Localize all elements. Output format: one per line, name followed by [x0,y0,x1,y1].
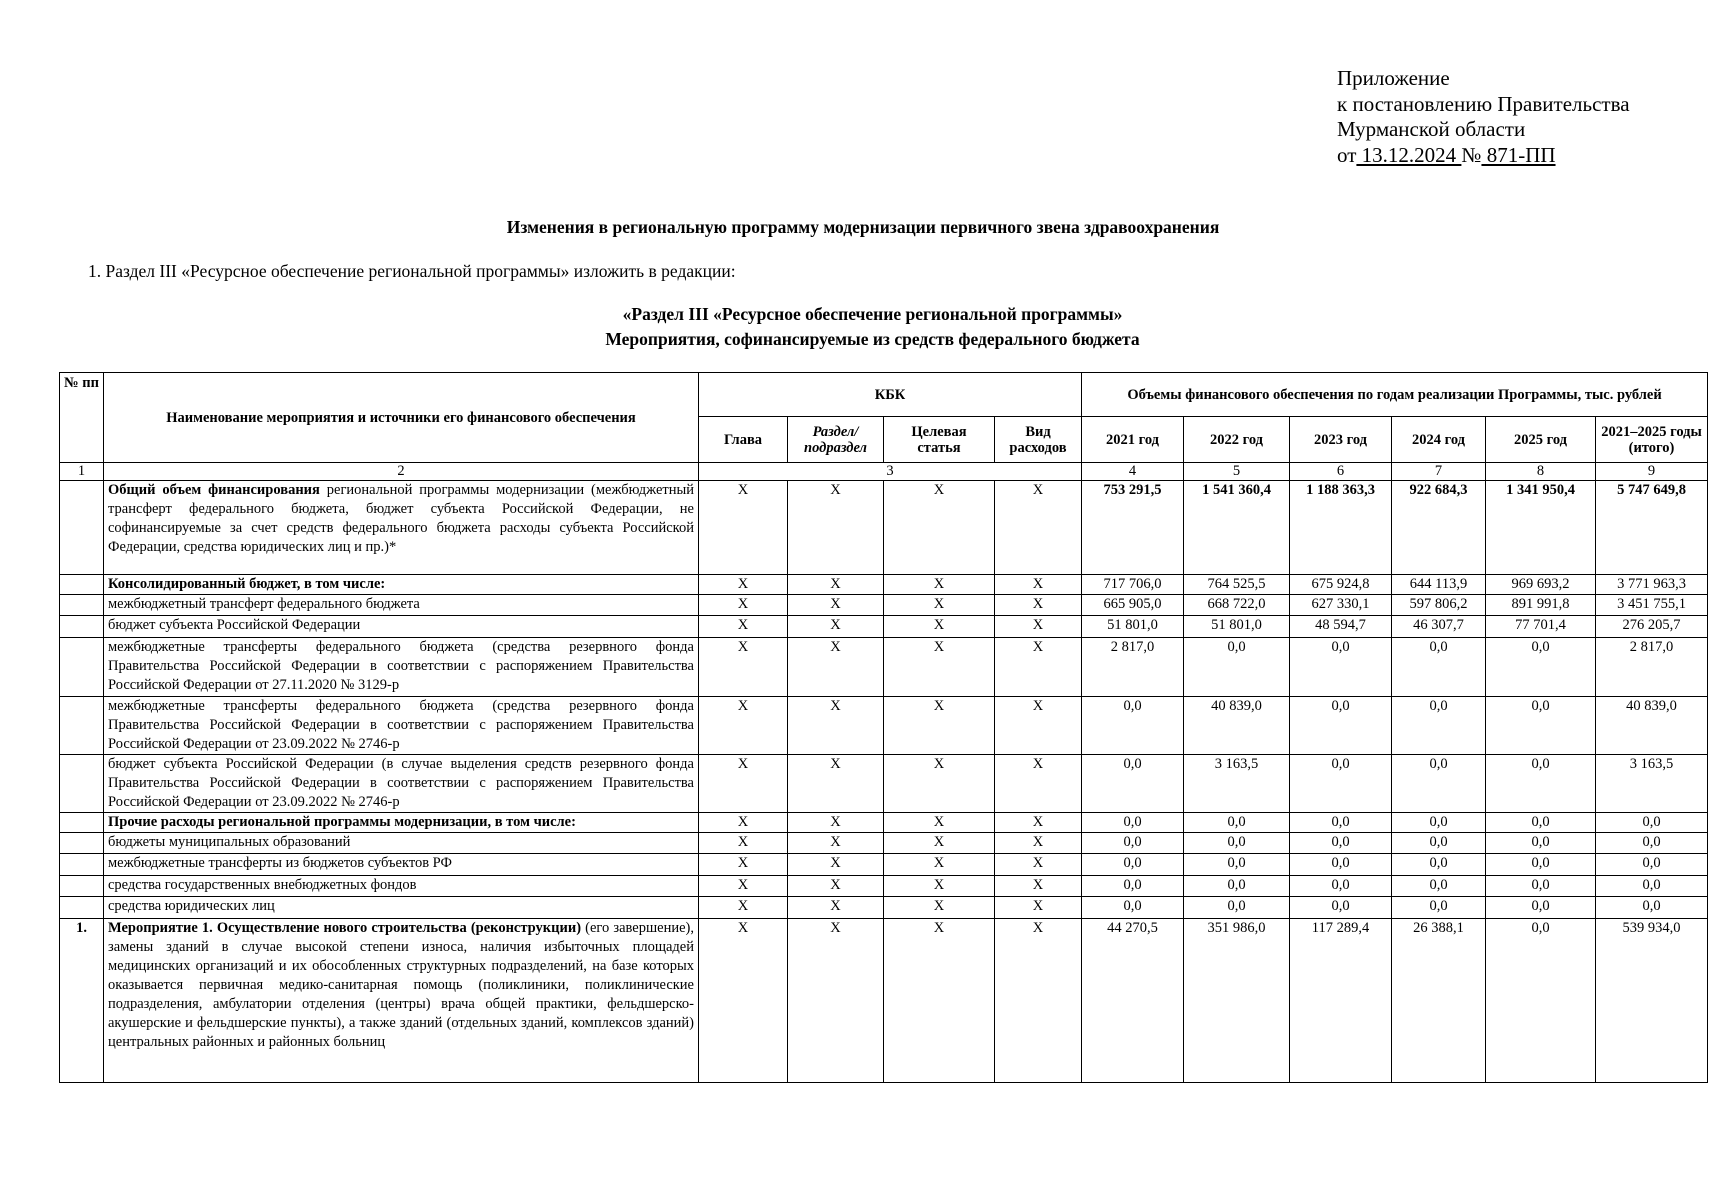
value-total-cell: 3 771 963,3 [1596,575,1708,595]
kbk-celevaya-cell: X [884,595,995,616]
kbk-celevaya-cell: X [884,833,995,854]
value-2024-cell: 644 113,9 [1392,575,1486,595]
section-title-line-2: Мероприятия, софинансируемые из средств федерального бюджета [605,329,1140,349]
value-2023-cell: 627 330,1 [1290,595,1392,616]
table-row [60,919,1708,1083]
kbk-razdel-cell: X [788,575,884,595]
colnum-2: 2 [104,463,699,481]
header-celevaya: Целевая статья [884,417,995,463]
value-total-cell: 40 839,0 [1596,697,1708,755]
value-total-cell: 5 747 649,8 [1596,481,1708,575]
table-row [60,854,1708,876]
header-num: № пп [60,373,104,463]
row-num [60,575,104,595]
kbk-razdel-cell: X [788,897,884,919]
kbk-vid-cell: X [995,616,1082,638]
value-2022-cell: 351 986,0 [1184,919,1290,1083]
kbk-glava-cell: X [699,854,788,876]
value-2025-cell: 1 341 950,4 [1486,481,1596,575]
section-title-line-1: «Раздел III «Ресурсное обеспечение региональной программы» [622,304,1123,324]
kbk-celevaya-cell: X [884,813,995,833]
row-num [60,697,104,755]
kbk-celevaya-cell: X [884,897,995,919]
kbk-vid-cell: X [995,575,1082,595]
value-2022-cell: 0,0 [1184,876,1290,897]
row-name-text: региональной программы модернизации (межбюджетный трансферт федерального бюджета, бюджет субъекта Российской Федерации, не софинансируемые за счет средств федерального бюджета расходы субъекта Российской Федерации, средства юридических лиц и пр.)* [108,482,694,555]
value-2025-cell: 0,0 [1486,755,1596,813]
value-2021-cell: 0,0 [1082,854,1184,876]
row-name-bold: Консолидированный бюджет, в том числе: [108,576,386,592]
row-name-bold: Прочие расходы региональной программы модернизации, в том числе: [108,814,576,830]
value-2024-cell: 0,0 [1392,755,1486,813]
kbk-glava-cell: X [699,638,788,697]
row-name [104,755,699,813]
value-2021-cell: 753 291,5 [1082,481,1184,575]
value-2022-cell: 40 839,0 [1184,697,1290,755]
kbk-celevaya-cell: X [884,616,995,638]
row-num [60,755,104,813]
kbk-glava-cell: X [699,575,788,595]
kbk-glava-cell: X [699,897,788,919]
colnum-1: 1 [60,463,104,481]
row-name-text: межбюджетные трансферты федерального бюджета (средства резервного фонда Правительства Российской Федерации в соответствии с распоряжением Правительства Российской Федерации от 27.11.2020 № 3129-р [108,639,694,693]
value-2023-cell: 0,0 [1290,854,1392,876]
header-name: Наименование мероприятия и источники его финансового обеспечения [104,373,699,463]
value-2023-cell: 48 594,7 [1290,616,1392,638]
kbk-glava-cell: X [699,697,788,755]
kbk-glava-cell: X [699,833,788,854]
row-name [104,481,699,575]
number-sign: № [1461,142,1482,167]
value-2024-cell: 0,0 [1392,854,1486,876]
value-2023-cell: 1 188 363,3 [1290,481,1392,575]
section-title [0,302,1726,352]
header-2025: 2025 год [1486,417,1596,463]
kbk-celevaya-cell: X [884,876,995,897]
table-row [60,813,1708,833]
kbk-celevaya-cell: X [884,575,995,595]
value-2021-cell: 717 706,0 [1082,575,1184,595]
value-2022-cell: 0,0 [1184,854,1290,876]
row-num [60,897,104,919]
funding-table [59,372,1708,1083]
value-2023-cell: 117 289,4 [1290,919,1392,1083]
header-2022: 2022 год [1184,417,1290,463]
value-2023-cell: 0,0 [1290,755,1392,813]
colnum-6: 6 [1290,463,1392,481]
value-2024-cell: 922 684,3 [1392,481,1486,575]
kbk-vid-cell: X [995,876,1082,897]
header-razdel: Раздел/ подраздел [788,417,884,463]
column-numbers-row [60,463,1708,481]
table-row [60,897,1708,919]
kbk-glava-cell: X [699,481,788,575]
value-2022-cell: 51 801,0 [1184,616,1290,638]
header-total: 2021–2025 годы (итого) [1596,417,1708,463]
row-name-text: межбюджетные трансферты федерального бюджета (средства резервного фонда Правительства Российской Федерации в соответствии с распоряжением Правительства Российской Федерации от 23.09.2022 № 2746-р [108,698,694,752]
appendix-line-3: Мурманской области [1337,117,1526,141]
kbk-razdel-cell: X [788,755,884,813]
value-2021-cell: 2 817,0 [1082,638,1184,697]
row-num [60,616,104,638]
appendix-line-2: к постановлению Правительства [1337,91,1630,116]
value-total-cell: 3 163,5 [1596,755,1708,813]
value-2021-cell: 0,0 [1082,755,1184,813]
value-2024-cell: 0,0 [1392,813,1486,833]
value-2025-cell: 0,0 [1486,854,1596,876]
row-name-text: (его завершение), замены зданий в случае высокой степени износа, наличия избыточных площадей медицинских организаций и их обособленных структурных подразделений, на базе которых оказывается первичная медико-санитарная помощь (поликлиники, поликлинические подразделения, амбулатории отделения (центры) врача общей практики, фельдшерско-акушерские и фельдшерские пункты), а также зданий (отдельных зданий, комплексов зданий) центральных районных и районных больниц [108,920,694,1050]
header-volumes: Объемы финансового обеспечения по годам реализации Программы, тыс. рублей [1082,373,1708,417]
value-2025-cell: 0,0 [1486,897,1596,919]
kbk-celevaya-cell: X [884,854,995,876]
kbk-glava-cell: X [699,876,788,897]
kbk-celevaya-cell: X [884,755,995,813]
kbk-glava-cell: X [699,813,788,833]
value-2025-cell: 0,0 [1486,813,1596,833]
value-2021-cell: 0,0 [1082,897,1184,919]
value-2023-cell: 0,0 [1290,697,1392,755]
value-2025-cell: 891 991,8 [1486,595,1596,616]
header-2024: 2024 год [1392,417,1486,463]
appendix-date-line [1337,143,1630,169]
row-num [60,638,104,697]
row-name-bold: Мероприятие 1. Осуществление нового строительства (реконструкции) [108,920,582,936]
value-2021-cell: 44 270,5 [1082,919,1184,1083]
table-row [60,755,1708,813]
value-2024-cell: 46 307,7 [1392,616,1486,638]
row-num [60,595,104,616]
resolution-date: 13.12.2024 [1356,142,1462,167]
value-total-cell: 539 934,0 [1596,919,1708,1083]
table-row [60,575,1708,595]
kbk-vid-cell: X [995,755,1082,813]
value-total-cell: 276 205,7 [1596,616,1708,638]
header-2023: 2023 год [1290,417,1392,463]
value-total-cell: 0,0 [1596,854,1708,876]
row-name [104,876,699,897]
row-name [104,616,699,638]
value-total-cell: 0,0 [1596,876,1708,897]
kbk-razdel-cell: X [788,616,884,638]
row-name [104,638,699,697]
header-vid: Вид расходов [995,417,1082,463]
intro-paragraph: 1. Раздел III «Ресурсное обеспечение региональной программы» изложить в редакции: [88,261,736,281]
row-name-text: бюджеты муниципальных образований [108,834,351,850]
row-name-text: бюджет субъекта Российской Федерации [108,617,361,633]
row-num [60,833,104,854]
kbk-vid-cell: X [995,697,1082,755]
value-2024-cell: 0,0 [1392,697,1486,755]
value-2023-cell: 0,0 [1290,833,1392,854]
value-2021-cell: 665 905,0 [1082,595,1184,616]
kbk-razdel-cell: X [788,854,884,876]
table-row [60,697,1708,755]
row-name [104,854,699,876]
row-num [60,854,104,876]
kbk-glava-cell: X [699,595,788,616]
value-total-cell: 0,0 [1596,833,1708,854]
kbk-glava-cell: X [699,755,788,813]
kbk-celevaya-cell: X [884,919,995,1083]
kbk-razdel-cell: X [788,697,884,755]
value-2025-cell: 969 693,2 [1486,575,1596,595]
value-2024-cell: 26 388,1 [1392,919,1486,1083]
value-2024-cell: 0,0 [1392,876,1486,897]
value-2022-cell: 0,0 [1184,833,1290,854]
kbk-glava-cell: X [699,616,788,638]
document-title: Изменения в региональную программу модернизации первичного звена здравоохранения [506,217,1220,237]
value-2025-cell: 0,0 [1486,833,1596,854]
kbk-celevaya-cell: X [884,638,995,697]
colnum-4: 4 [1082,463,1184,481]
appendix-line-1: Приложение [1337,66,1450,90]
row-name [104,833,699,854]
kbk-vid-cell: X [995,897,1082,919]
kbk-razdel-cell: X [788,813,884,833]
value-2022-cell: 1 541 360,4 [1184,481,1290,575]
value-2024-cell: 597 806,2 [1392,595,1486,616]
row-name [104,575,699,595]
row-name-text: средства юридических лиц [108,898,275,914]
kbk-razdel-cell: X [788,595,884,616]
row-num [60,481,104,575]
kbk-vid-cell: X [995,813,1082,833]
row-name-bold: Общий объем финансирования [108,482,320,498]
value-2021-cell: 0,0 [1082,833,1184,854]
value-2023-cell: 0,0 [1290,897,1392,919]
header-glava: Глава [699,417,788,463]
row-name-text: средства государственных внебюджетных фондов [108,877,417,893]
table-row [60,876,1708,897]
value-2025-cell: 0,0 [1486,638,1596,697]
value-2023-cell: 0,0 [1290,876,1392,897]
value-2024-cell: 0,0 [1392,897,1486,919]
kbk-razdel-cell: X [788,481,884,575]
kbk-celevaya-cell: X [884,697,995,755]
table-row [60,481,1708,575]
header-kbk: КБК [699,373,1082,417]
kbk-glava-cell: X [699,919,788,1083]
value-2025-cell: 0,0 [1486,697,1596,755]
row-num [60,813,104,833]
kbk-razdel-cell: X [788,638,884,697]
value-total-cell: 3 451 755,1 [1596,595,1708,616]
table-row [60,638,1708,697]
value-total-cell: 0,0 [1596,813,1708,833]
kbk-razdel-cell: X [788,876,884,897]
row-name-text: бюджет субъекта Российской Федерации (в случае выделения средств резервного фонда Правительства Российской Федерации в соответствии с распоряжением Правительства Российской Федерации от 23.09.2022 № 2746-р [108,756,694,810]
value-2023-cell: 0,0 [1290,638,1392,697]
appendix-block [1337,66,1630,168]
kbk-razdel-cell: X [788,919,884,1083]
colnum-8: 8 [1486,463,1596,481]
row-name-text: межбюджетные трансферты из бюджетов субъектов РФ [108,855,452,871]
value-total-cell: 0,0 [1596,897,1708,919]
value-2025-cell: 77 701,4 [1486,616,1596,638]
date-prefix: от [1337,142,1357,167]
value-2023-cell: 675 924,8 [1290,575,1392,595]
value-2022-cell: 764 525,5 [1184,575,1290,595]
value-2025-cell: 0,0 [1486,919,1596,1083]
value-2022-cell: 0,0 [1184,897,1290,919]
kbk-vid-cell: X [995,833,1082,854]
value-2022-cell: 0,0 [1184,813,1290,833]
table-row [60,595,1708,616]
value-2022-cell: 3 163,5 [1184,755,1290,813]
kbk-vid-cell: X [995,854,1082,876]
kbk-celevaya-cell: X [884,481,995,575]
table-row [60,833,1708,854]
value-2021-cell: 51 801,0 [1082,616,1184,638]
value-2024-cell: 0,0 [1392,833,1486,854]
row-name [104,697,699,755]
value-2023-cell: 0,0 [1290,813,1392,833]
value-2021-cell: 0,0 [1082,697,1184,755]
row-name [104,813,699,833]
row-name [104,897,699,919]
value-2022-cell: 0,0 [1184,638,1290,697]
kbk-razdel-cell: X [788,833,884,854]
row-name [104,919,699,1083]
row-name [104,595,699,616]
kbk-vid-cell: X [995,481,1082,575]
row-name-text: межбюджетный трансферт федерального бюджета [108,596,420,612]
header-2021: 2021 год [1082,417,1184,463]
table-row [60,616,1708,638]
row-num [60,876,104,897]
kbk-vid-cell: X [995,919,1082,1083]
colnum-3: 3 [699,463,1082,481]
value-2025-cell: 0,0 [1486,876,1596,897]
colnum-9: 9 [1596,463,1708,481]
row-num: 1. [60,919,104,1083]
value-2021-cell: 0,0 [1082,813,1184,833]
colnum-5: 5 [1184,463,1290,481]
value-total-cell: 2 817,0 [1596,638,1708,697]
value-2021-cell: 0,0 [1082,876,1184,897]
colnum-7: 7 [1392,463,1486,481]
value-2022-cell: 668 722,0 [1184,595,1290,616]
resolution-number: 871-ПП [1481,142,1556,167]
kbk-vid-cell: X [995,595,1082,616]
value-2024-cell: 0,0 [1392,638,1486,697]
kbk-vid-cell: X [995,638,1082,697]
